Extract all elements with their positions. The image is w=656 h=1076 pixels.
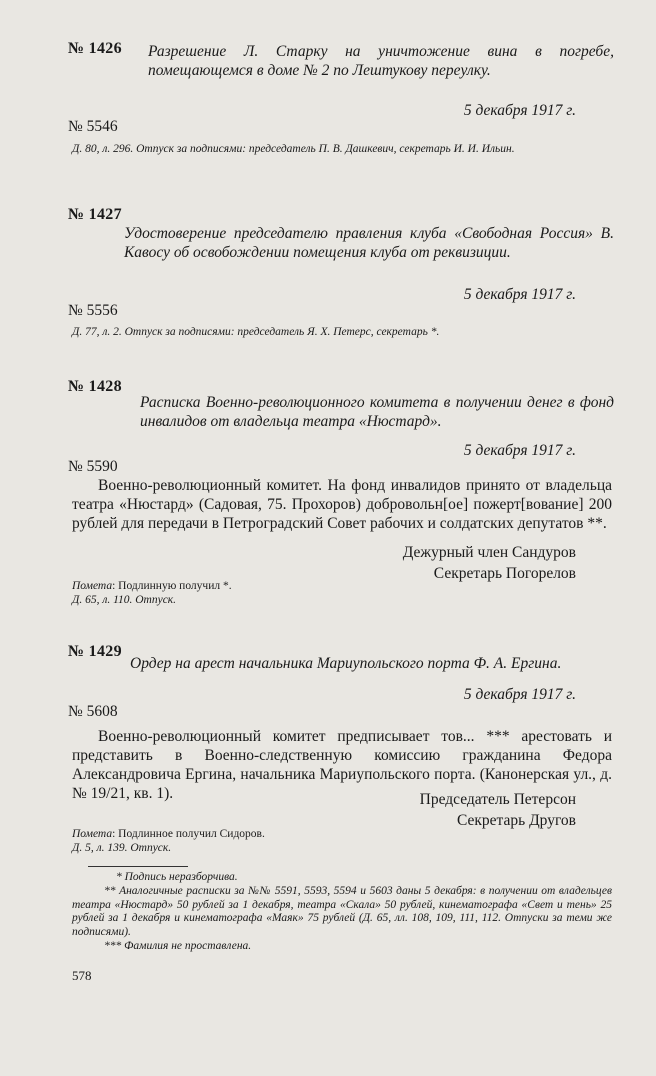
doc-date-1426: 5 декабря 1917 г. xyxy=(463,102,576,119)
doc-date-1429: 5 декабря 1917 г. xyxy=(463,686,576,703)
pomet-label: Помета xyxy=(72,828,113,840)
doc-title-1427: Удостоверение председателю правления клуба «Свободная Россия» В. Кавосу об освобождении помещения клуба от реквизиции. xyxy=(124,225,614,261)
doc-number-1426: № 1426 xyxy=(68,40,122,57)
doc-number-1429: № 1429 xyxy=(68,643,122,660)
pomet-text: : Подлинное получил Сидоров. xyxy=(112,828,265,840)
footnote-3: *** Фамилия не проставлена. xyxy=(104,940,252,952)
pomet-1429 xyxy=(72,827,265,841)
pomet-text: : Подлинную получил *. xyxy=(112,580,232,592)
doc-ref-1429: № 5608 xyxy=(68,703,118,720)
doc-note-1426: Д. 80, л. 296. Отпуск за подписями: председатель П. В. Дашкевич, секретарь И. И. Ильин. xyxy=(72,143,515,155)
signature-chairman-1429: Председатель Петерсон xyxy=(419,791,576,808)
doc-number-1428: № 1428 xyxy=(68,378,122,395)
doc-note-1427: Д. 77, л. 2. Отпуск за подписями: председатель Я. Х. Петерс, секретарь *. xyxy=(72,326,440,338)
doc-body-1429: Военно-революционный комитет предписывает тов... *** арестовать и представить в Военно-следственную комиссию гражданина Федора Александровича Ергина, начальника Мариупольского порта. (Канонерская ул., д. № 19/21, кв. 1). xyxy=(72,728,612,802)
pomet-1428 xyxy=(72,579,232,593)
doc-title-1429: Ордер на арест начальника Мариупольского порта Ф. А. Ергина. xyxy=(130,655,562,672)
source-1428: Д. 65, л. 110. Отпуск. xyxy=(72,594,177,606)
source-1429: Д. 5, л. 139. Отпуск. xyxy=(72,842,172,854)
footnote-divider xyxy=(88,866,188,867)
signature-secretary-1428: Секретарь Погорелов xyxy=(433,565,576,582)
doc-ref-1427: № 5556 xyxy=(68,302,118,319)
signature-duty-member-1428: Дежурный член Сандуров xyxy=(402,544,576,561)
doc-number-1427: № 1427 xyxy=(68,206,122,223)
footnote-1: * Подпись неразборчива. xyxy=(116,871,238,883)
doc-date-1427: 5 декабря 1917 г. xyxy=(463,286,576,303)
signature-secretary-1429: Секретарь Другов xyxy=(456,812,576,829)
doc-title-1426: Разрешение Л. Старку на уничтожение вина в погребе, помещающемся в доме № 2 по Лештукову переулку. xyxy=(148,43,614,79)
doc-body-1428: Военно-революционный комитет. На фонд инвалидов принято от владельца театра «Нюстард» (Садовая, 75. Прохоров) добровольн[ое] пожерт[вование] 200 рублей для передачи в Петроградский Совет рабочих и солдатских депутатов **. xyxy=(72,477,612,532)
doc-date-1428: 5 декабря 1917 г. xyxy=(463,442,576,459)
doc-title-1428: Расписка Военно-революционного комитета в получении денег в фонд инвалидов от владельца театра «Нюстард». xyxy=(140,394,614,430)
doc-ref-1428: № 5590 xyxy=(68,458,118,475)
doc-ref-1426: № 5546 xyxy=(68,118,118,135)
footnote-2: ** Аналогичные расписки за №№ 5591, 5593, 5594 и 5603 даны 5 декабря: в получении от владельцев театра «Нюстард» 50 рублей за 1 декабря, театра «Скала» 50 рублей, кинематографа «Свет и тень» 25 рублей за 1 декабря и кинематографа «Маяк» 75 рублей (Д. 65, лл. 108, 109, 111, 112. Отпуски за теми же подписями). xyxy=(72,885,612,938)
pomet-label: Помета xyxy=(72,580,113,592)
page-number: 578 xyxy=(72,968,92,983)
